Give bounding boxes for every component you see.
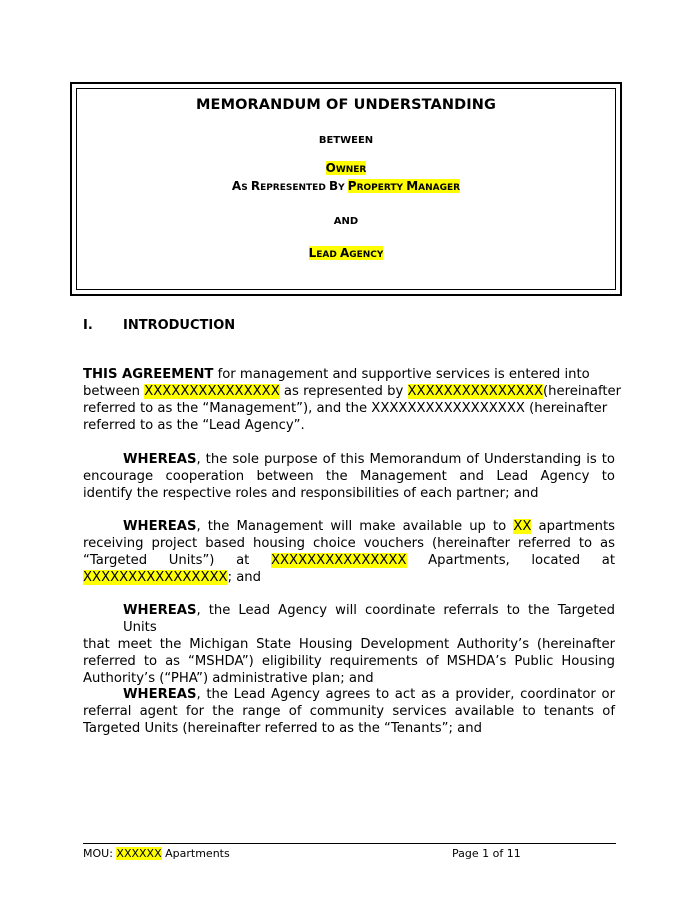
and-label: AND [333,216,359,227]
footer-page-number: Page 1 of 11 [452,847,521,860]
footer-document-label: MOU: XXXXXX Apartments [83,847,230,860]
highlight-placeholder: XXXXXXXXXXXXXXX [144,384,280,399]
paragraph-whereas-1: WHEREAS, the sole purpose of this Memorandum of Understanding is to encourage cooperation between the Management and Lead Agency to identify the respective roles and responsibilities of each partner; and [83,452,615,501]
highlight-placeholder: XX [513,519,532,534]
footer-divider [83,843,616,844]
paragraph-agreement: THIS AGREEMENT for management and supportive services is entered into between XXXXXXXXXXXXXXX as represented by XXXXXXXXXXXXXXX(hereinafter referred to as the “Management”), and the XXXXXXXXXXXXXXXXX (hereinafter referred to as the “Lead Agency”. [83,367,622,433]
section-heading [83,318,235,333]
represented-by-line: AS REPRESENTED BY PROPERTY MANAGER [231,179,461,193]
title-box-inner [76,88,616,290]
between-label: BETWEEN [318,135,374,146]
owner-label: OWNER [325,161,367,175]
section-title: INTRODUCTION [123,318,236,333]
lead-agency-label: LEAD AGENCY [308,246,384,260]
highlight-placeholder: XXXXXXXXXXXXXXX [270,553,407,568]
document-title: MEMORANDUM OF UNDERSTANDING [196,97,496,113]
highlight-placeholder: XXXXXXXXXXXXXXXX [83,570,228,585]
paragraph-whereas-4: WHEREAS, the Lead Agency agrees to act as a provider, coordinator or referral agent for the range of community services available to tenants of Targeted Units (hereinafter referred to as the “Tenants”; and [83,687,615,736]
highlight-placeholder: XXXXXXXXXXXXXXX [407,384,544,399]
section-number: I. [83,318,93,333]
title-box [70,82,622,296]
paragraph-whereas-3: WHEREAS, the Lead Agency will coordinate referrals to the Targeted Units that meet the Michigan State Housing Development Authority’s (hereinafter referred to as “MSHDA”) eligibility requirements of MSHDA’s Public Housing Authority’s (“PHA”) administrative plan; and [83,603,615,686]
paragraph-whereas-2: WHEREAS, the Management will make available up to XX apartments receiving project based housing choice vouchers (hereinafter referred to as “Targeted Units”) at XXXXXXXXXXXXXXX Apartments, located at XXXXXXXXXXXXXXXX; and [83,519,615,585]
